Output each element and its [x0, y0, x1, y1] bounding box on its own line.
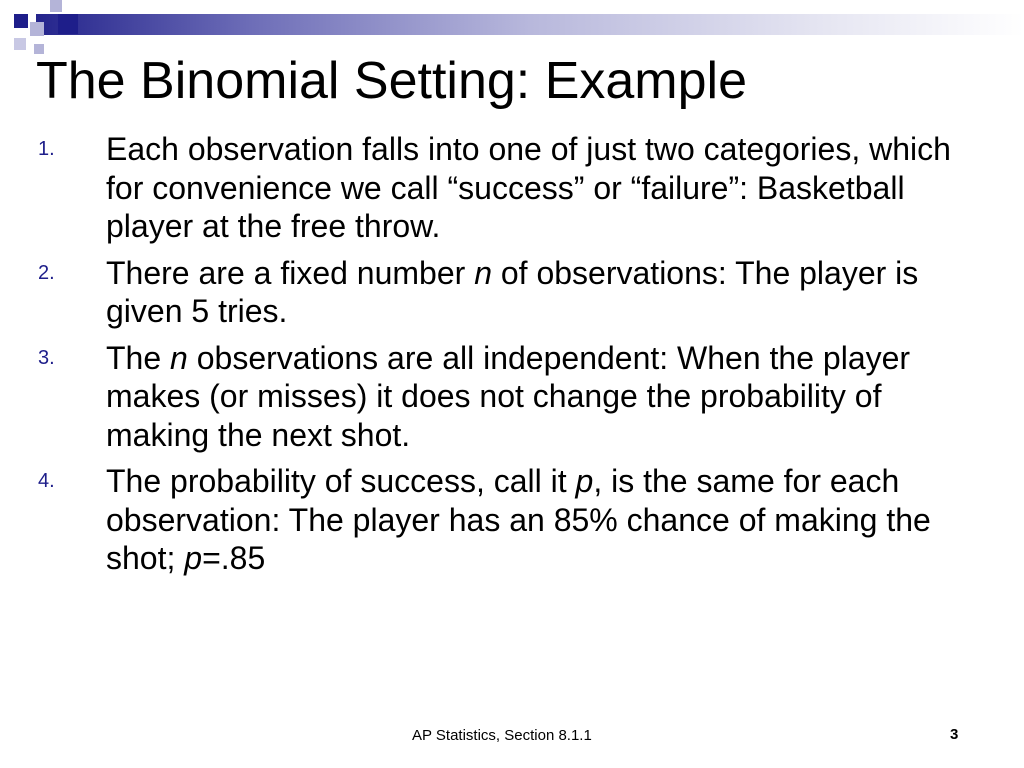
corner-square — [14, 38, 26, 50]
list-item-number: 4. — [38, 470, 55, 492]
list-item-text — [106, 131, 951, 244]
corner-square — [58, 14, 78, 34]
list-item-number: 2. — [38, 261, 55, 284]
italic-variable: n — [170, 339, 188, 376]
text-segment: The probability of success, call it — [106, 463, 576, 499]
text-segment: There are a fixed number — [106, 254, 475, 291]
italic-variable: n — [474, 254, 492, 291]
corner-square — [30, 22, 44, 36]
corner-square — [14, 14, 28, 28]
numbered-list — [36, 130, 976, 586]
list-item-number: 3. — [38, 346, 55, 369]
text-segment: =.85 — [202, 540, 266, 576]
list-item — [36, 130, 976, 246]
text-segment: , is the same for each observation: The player has an 85% chance of making the shot; — [106, 463, 931, 576]
header-gradient-bar — [36, 14, 1024, 35]
list-item — [36, 254, 976, 331]
slide-title: The Binomial Setting: Example — [36, 52, 748, 110]
list-item-text — [106, 255, 918, 330]
text-segment: observations are all independent: When the player makes (or misses) it does not change the probability of making the next shot. — [106, 339, 911, 453]
italic-variable: p — [184, 540, 203, 576]
text-segment: Each observation falls into one of just two categories, which for convenience we call “success” or “failure”: Basketball player at the free throw. — [106, 131, 951, 244]
text-segment: The — [106, 339, 171, 376]
footer-text: AP Statistics, Section 8.1.1 — [412, 727, 592, 744]
italic-variable: p — [575, 463, 594, 499]
list-item-text — [106, 463, 931, 576]
corner-square — [50, 0, 62, 12]
list-item — [36, 339, 976, 455]
list-item — [36, 462, 976, 578]
text-segment: of observations: The player is given 5 tries. — [106, 254, 919, 329]
page-number: 3 — [950, 726, 959, 743]
list-item-text — [106, 340, 910, 453]
list-item-number: 1. — [38, 138, 55, 160]
